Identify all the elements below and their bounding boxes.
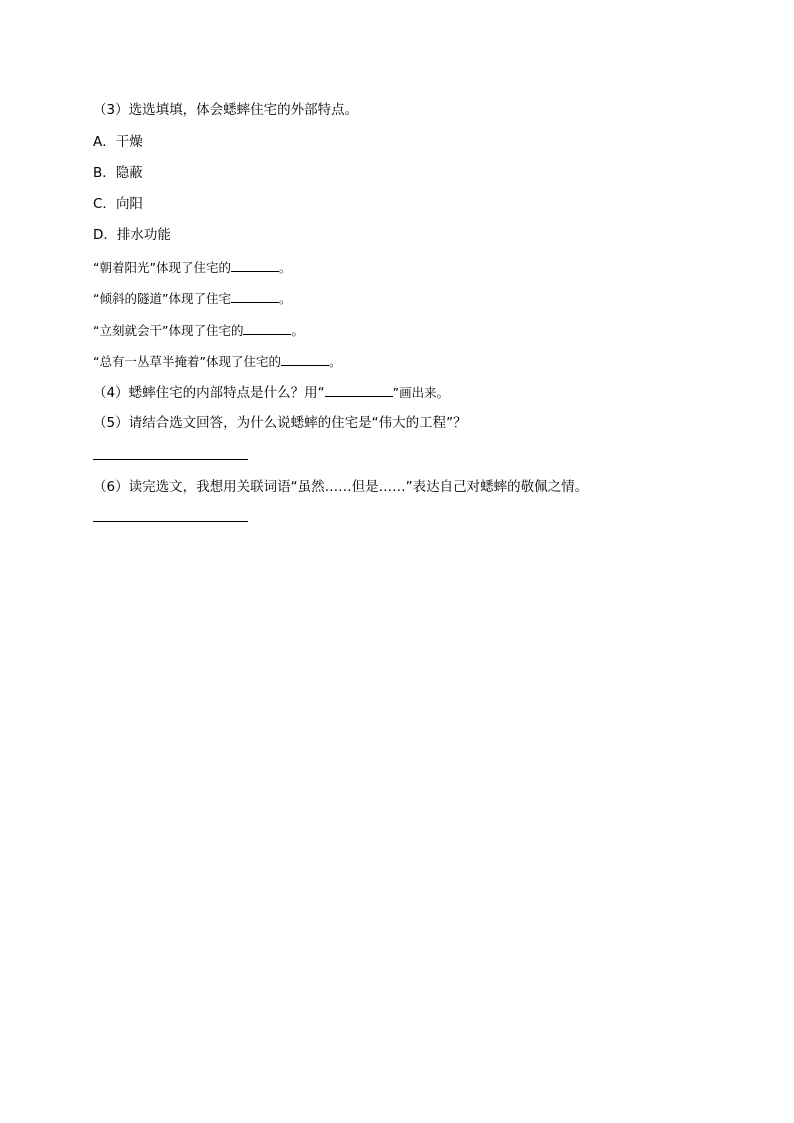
question-3-prompt: （3）选选填填，体会蟋蟀住宅的外部特点。 bbox=[93, 102, 359, 118]
fill-sentence-3 bbox=[93, 320, 304, 341]
fill-text: “总有一丛草半掩着”体现了住宅的 bbox=[93, 354, 281, 369]
answer-blank[interactable] bbox=[325, 382, 393, 397]
fill-text: 。 bbox=[278, 260, 292, 275]
option-letter: A． bbox=[93, 134, 116, 150]
fill-text: 。 bbox=[278, 291, 292, 306]
question-5-prompt: （5）请结合选文回答，为什么说蟋蟀的住宅是“伟大的工程”？ bbox=[93, 415, 467, 431]
question-6-prompt: （6）读完选文，我想用关联词语“虽然……但是……”表达自己对蟋蟀的敬佩之情。 bbox=[93, 479, 589, 495]
option-letter: C． bbox=[93, 196, 116, 212]
answer-line-q6[interactable] bbox=[93, 521, 248, 522]
option-a bbox=[93, 132, 143, 152]
option-text: 干燥 bbox=[115, 134, 143, 150]
fill-blank[interactable] bbox=[243, 320, 291, 335]
option-d bbox=[93, 225, 171, 245]
fill-sentence-4 bbox=[93, 351, 341, 372]
fill-blank[interactable] bbox=[231, 288, 279, 303]
fill-blank[interactable] bbox=[231, 257, 279, 272]
option-text: 排水功能 bbox=[116, 227, 171, 243]
option-text: 隐蔽 bbox=[115, 165, 143, 181]
option-letter: D． bbox=[93, 227, 117, 243]
option-letter: B． bbox=[93, 165, 116, 181]
question-4-prompt bbox=[93, 382, 449, 403]
fill-sentence-1 bbox=[93, 257, 291, 278]
fill-text: 。 bbox=[291, 323, 304, 338]
fill-text: 。 bbox=[328, 354, 342, 369]
question-4-text: （4）蟋蟀住宅的内部特点是什么？用“ bbox=[93, 385, 325, 401]
fill-sentence-2 bbox=[93, 288, 291, 309]
fill-text: “倾斜的隧道”体现了住宅 bbox=[93, 291, 231, 306]
question-4-text: ”画出来。 bbox=[392, 385, 450, 400]
option-text: 向阳 bbox=[115, 196, 143, 212]
option-c bbox=[93, 194, 143, 214]
option-b bbox=[93, 163, 143, 183]
fill-text: “朝着阳光”体现了住宅的 bbox=[93, 260, 231, 275]
fill-blank[interactable] bbox=[281, 351, 329, 366]
answer-line-q5[interactable] bbox=[93, 459, 248, 460]
fill-text: “立刻就会干”体现了住宅的 bbox=[93, 323, 244, 338]
